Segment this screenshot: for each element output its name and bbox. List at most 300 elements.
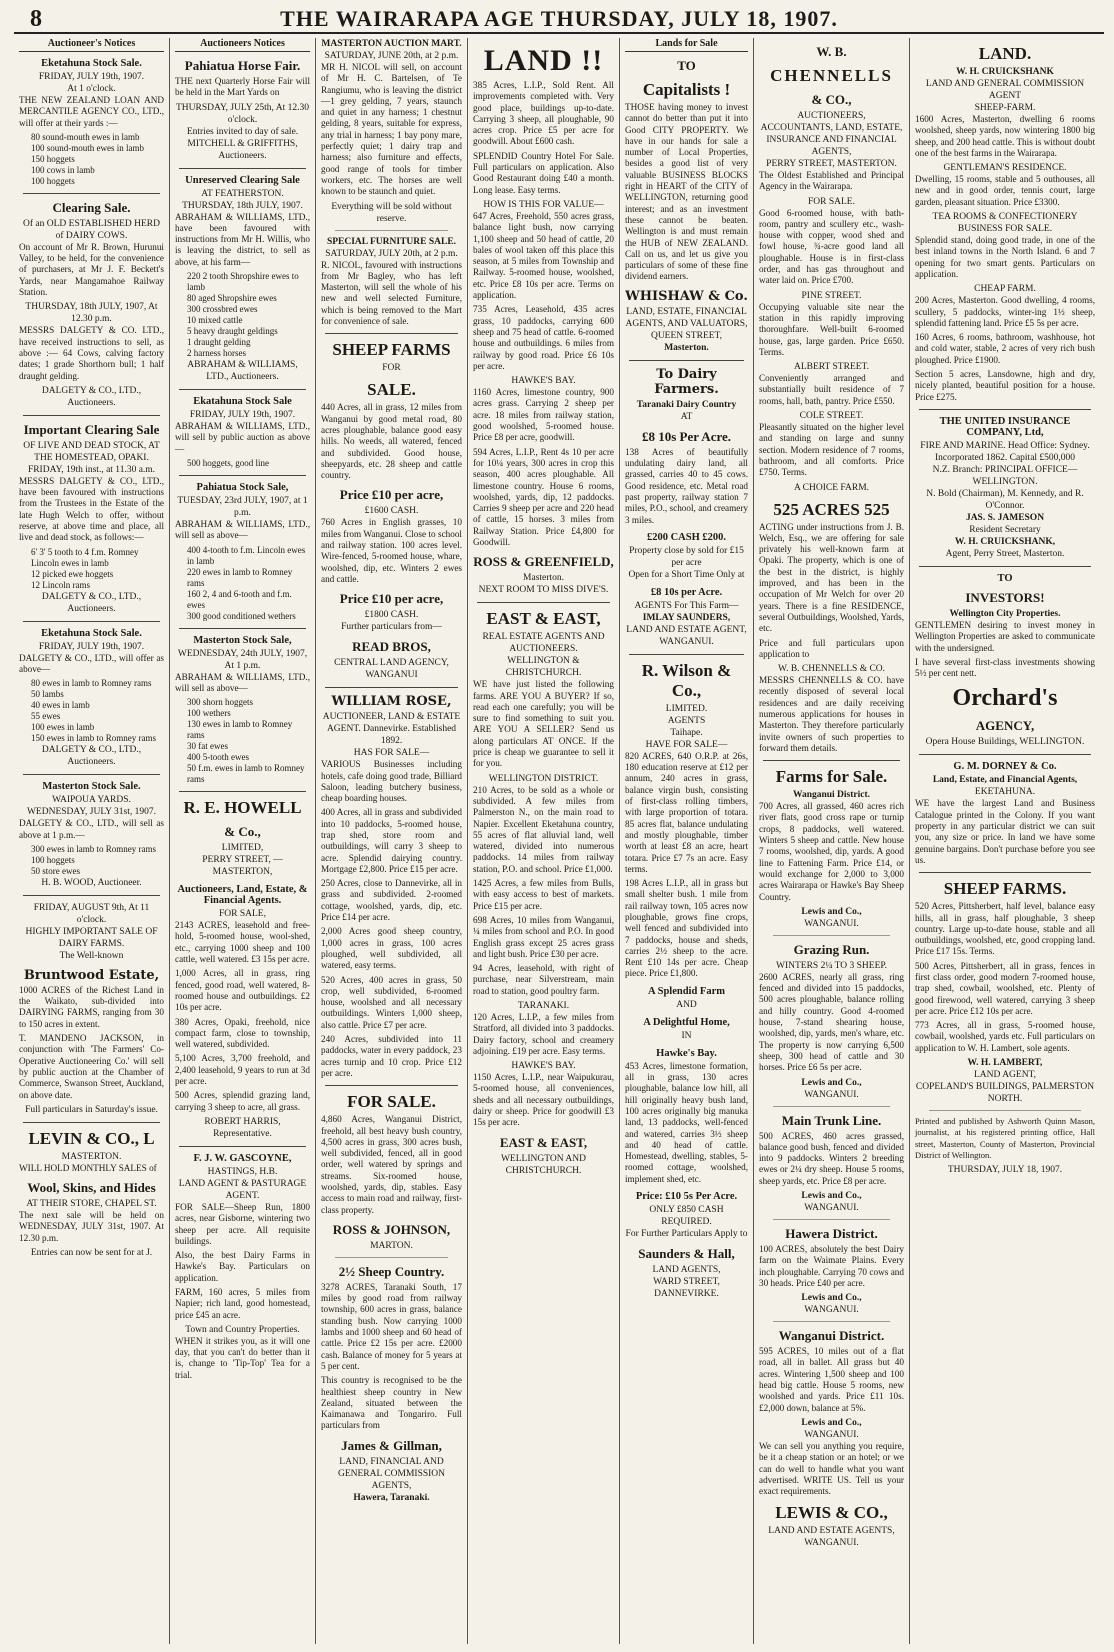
ad-location: COPELAND'S BUILDINGS, PALMERSTON NORTH. <box>915 1082 1095 1105</box>
ad-heading: F. J. W. GASCOYNE, <box>193 1152 292 1164</box>
ad-date: WEDNESDAY, 24th JULY, 1907, At 1 p.m. <box>177 648 308 671</box>
divider <box>919 409 1091 410</box>
ad-body: Conveniently arranged and substantially built residence of 7 rooms, hall, bath, pantry. Price £550. <box>759 373 904 406</box>
ad-body: 200 Acres, Masterton. Good dwelling, 4 rooms, scullery, 5 paddocks, winter-ing 1½ sheep, splendid fattening land. Price £5 5s per acre. <box>915 295 1095 328</box>
ad-heading: SALE. <box>367 380 416 400</box>
ad-body: 240 Acres, subdivided into 11 paddocks, water in every paddock, 23 acres turnip and 10 crop. Price £12 per acre. <box>321 1034 462 1078</box>
list-item: 150 ewes in lamb to Romney rams <box>31 733 156 744</box>
divider <box>629 654 744 655</box>
ad-subheading: TARANAKI. <box>517 1001 570 1011</box>
ad-date: FRIDAY, JULY 19th, 1907. <box>38 641 145 652</box>
ad-heading: Eketahuna Stock Sale. <box>41 627 142 639</box>
ad-body: VARIOUS Businesses including hotels, cafe doing good trade, Billiard Saloon, leading butchery business, cheap boarding houses. <box>321 759 462 804</box>
ad-body: 440 Acres, all in grass, 12 miles from Wanganui by good metal road, 80 acres ploughable, balance good easy hills. No weeds, all watered, fenced and subdivided. Good house, sheepyards, etc. 28 sheep and cattle country. <box>321 402 462 481</box>
divider <box>23 774 160 775</box>
stock-list <box>175 458 310 469</box>
divider <box>773 1106 890 1107</box>
ad-body: 380 Acres, Opaki, freehold, nice compact farm, close to township, well watered, subdivided. <box>175 1016 310 1050</box>
ad-heading: Farms for Sale. <box>775 767 888 787</box>
agent-name: Lewis and Co., <box>801 1077 862 1088</box>
agent-name: W. H. CRUICKSHANK, <box>954 536 1056 547</box>
cash-line: ONLY £850 CASH REQUIRED. <box>649 1205 724 1228</box>
ad-body: MESSRS CHENNELLS & CO. have recently disposed of several local residences and are daily receiving numerous applications for houses in Masterton. They therefore particularly invite owners of such properties to forward them details. <box>759 675 904 753</box>
ad-date: FRIDAY, JULY 19th, 1907. <box>189 410 296 421</box>
imprint-date: THURSDAY, JULY 18, 1907. <box>947 1165 1063 1176</box>
section-header: Auctioneers Notices <box>175 38 310 52</box>
divider <box>23 895 160 896</box>
agent-name: G. M. DORNEY & Co. <box>953 761 1057 773</box>
ad-body: 735 Acres, Leasehold, 435 acres grass, 10 paddocks, carrying 600 sheep and 75 head of cattle. 6-roomed house and outbuildings. 6 miles from railway by good road. Price £6 10s per acre. <box>473 304 614 371</box>
list-item: 100 hoggets <box>31 175 75 186</box>
stock-list <box>19 844 164 877</box>
list-item: 12 picked ewe hoggets <box>31 568 114 579</box>
ad-note: FOR SALE, <box>219 909 266 920</box>
ad-date: THURSDAY, 18th JULY, 1907, At 12.30 p.m. <box>25 302 158 325</box>
ad-body: Pleasantly situated on the higher level and standing on large and sunny section. Modern residence of 7 rooms, bathroom, and all comforts. Price £750. Terms. <box>759 422 904 478</box>
divider <box>335 230 448 231</box>
ad-date: SATURDAY, JULY 20th, at 2 p.m. <box>325 248 458 259</box>
ad-signature: H. B. WOOD, Auctioneer. <box>41 877 142 888</box>
ad-subheading: Resident Secretary <box>969 524 1041 535</box>
divider <box>23 193 160 194</box>
ad-heading: MASTERTON AUCTION MART. <box>321 39 462 49</box>
ad-subheading: HAWKE'S BAY. <box>511 376 576 387</box>
ad-date: THURSDAY, 18th JULY, 1907. <box>182 200 303 211</box>
ad-body: DALGETY & CO., LTD., will offer as above— <box>19 652 164 674</box>
ad-signature: MITCHELL & GRIFFITHS, Auctioneers. <box>187 138 298 161</box>
ad-signature: JAS. S. JAMESON <box>965 512 1045 523</box>
ad-location: WANGANUI. <box>804 1305 859 1316</box>
ad-heading: Pahiatua Stock Sale, <box>196 481 289 493</box>
ad-heading: AGENCY, <box>975 718 1035 734</box>
divider <box>773 935 890 936</box>
ad-subheading: AGENTS <box>667 715 706 726</box>
ad-body: 2600 ACRES, nearly all grass, ring fenced and divided into 15 paddocks, 500 acres ploughable, balance rolling and hilly country. Good 4-roomed house, 7-stand shearing house, woolshed, dip, yards, men's whare, etc. The property is now carrying 6,500 sheep, 300 head of cattle and 30 horses. Price £6 5s per acre. <box>759 971 904 1073</box>
agent-name: Orchard's <box>952 685 1058 712</box>
ad-heading: Wanganui District. <box>778 1328 885 1344</box>
ad-location: WANGANUI. <box>804 1538 859 1549</box>
ad-body: Good 6-roomed house, with bath-room, pantry and scullery etc., wash-house with copper, wood shed and fowl house, ¾-acre good land all ploughable. House is in first-class order, and has gas throughout and water laid on. Price £700. <box>759 207 904 286</box>
ad-subheading: LIMITED. <box>665 703 708 714</box>
ad-subheading: WINTERS 2¼ TO 3 SHEEP. <box>775 960 888 971</box>
list-item: 5 heavy draught geldings <box>187 326 278 337</box>
ad-location: WANGANUI. <box>804 918 859 929</box>
ad-body: FOR SALE—Sheep Run, 1800 acres, near Gisborne, wintering two sheep per acre. All requisite buildings. <box>175 1201 310 1246</box>
ad-heading: Auctioneers, Land, Estate, & Financial Agents. <box>177 884 308 907</box>
ad-location: WELLINGTON AND CHRISTCHURCH. <box>500 1153 587 1176</box>
ad-subheading: WAIPOUA YARDS. <box>52 795 131 806</box>
agent-name: W. H. CRUICKSHANK <box>956 67 1054 77</box>
list-item: 6' 3' 5 tooth to 4 f.m. Romney Lincoln ewes in lamb <box>31 546 139 568</box>
ad-subheading: LAND, ESTATE, FINANCIAL AGENTS, AND VALUATORS, <box>625 306 748 329</box>
ad-body: WE have just listed the following farms. ARE YOU A BUYER? If so, read each one carefully; you will be sure to find something to suit you. ARE YOU A SELLER? Send us along particulars AT ONCE. If the price is cheap we guarantee to sell it for you. <box>473 679 614 769</box>
ad-heading: HIGHLY IMPORTANT SALE OF DAIRY FARMS. <box>25 926 158 949</box>
page-number: 8 <box>30 6 42 32</box>
ad-subheading: MASTERTON. <box>61 1151 122 1162</box>
ad-heading: Masterton Stock Sale, <box>193 634 292 646</box>
ad-body: 5,100 Acres, 3,700 freehold, and 2,400 leasehold, 9 years to run at 3d per acre. <box>175 1053 310 1087</box>
ad-subheading: ACCOUNTANTS, LAND, ESTATE, INSURANCE AND FINANCIAL AGENTS, <box>760 123 903 157</box>
column-6 <box>754 38 910 1644</box>
list-item: 80 sound-mouth ewes in lamb <box>31 131 140 142</box>
agent-name: Lewis and Co., <box>801 1191 862 1201</box>
divider <box>179 1146 306 1147</box>
ad-body: 760 Acres in English grasses, 10 miles from Wanganui. Close to school and railway station. 100 acres level. Wire-fenced, 5-roomed house, whare, woolshed, dip, etc. Winters 2 ewes and cattle. <box>321 517 462 584</box>
list-item: 300 shorn hoggets <box>187 697 253 708</box>
ad-heading: Wool, Skins, and Hides <box>27 1180 156 1196</box>
ad-note: AT <box>680 411 693 422</box>
ad-location: Masterton. <box>523 573 564 584</box>
ad-time: At 1 o'clock. <box>67 84 116 94</box>
list-item: 500 hoggets, good line <box>187 457 269 468</box>
cash-line: £200 CASH £200. <box>646 531 727 543</box>
agent-name: ROSS & JOHNSON, <box>332 1221 451 1237</box>
agent-name: Lewis and Co., <box>801 906 862 917</box>
divider <box>629 360 744 361</box>
price-line: £8 10s Per Acre. <box>641 428 732 444</box>
ad-body: I have several first-class investments showing 5½ per cent nett. <box>915 656 1095 679</box>
ad-note: N. Bold (Chairman), M. Kennedy, and R. O'Connor. <box>926 488 1084 511</box>
ad-subheading: AUCTIONEER, LAND & ESTATE AGENT. Dannevirke. Established 1892. <box>322 712 461 747</box>
ad-subheading: LAND, FINANCIAL AND GENERAL COMMISSION AGENTS, <box>337 1456 446 1491</box>
ad-heading: R. Wilson & Co., <box>641 660 732 700</box>
ad-heading: WILLIAM ROSE, <box>331 694 452 710</box>
ad-body: 698 Acres, 10 miles from Wanganui, ¼ miles from school and P.O. In good English grass except 25 acres grass and light bush. Price £30 per acre. <box>473 914 614 959</box>
ad-heading: CHENNELLS <box>770 66 893 85</box>
stock-list <box>19 132 164 187</box>
list-item: 50 lambs <box>31 689 64 700</box>
ad-heading: Grazing Run. <box>793 941 870 957</box>
ad-subheading: CENTRAL LAND AGENCY, <box>334 658 449 669</box>
ad-body: FARM, 160 acres, 5 miles from Napier; rich land, good homestead, price £45 an acre. <box>175 1286 310 1320</box>
ad-subheading: LAND AGENT, <box>973 1070 1037 1081</box>
ad-heading: TO <box>677 58 696 73</box>
ad-heading: EAST & EAST, <box>486 609 601 629</box>
list-item: 80 ewes in lamb to Romney rams <box>31 678 152 689</box>
ad-subheading: Wellington City Properties. <box>949 608 1061 619</box>
column-3 <box>316 38 468 1644</box>
ad-location: Hawera, Taranaki. <box>353 1492 430 1503</box>
price-line: Price: £10 5s Per Acre. <box>635 1191 738 1203</box>
ad-signature: ROBERT HARRIS, Representative. <box>204 1116 281 1139</box>
ad-subheading: WELLINGTON DISTRICT. <box>488 773 599 784</box>
ad-body: On account of Mr R. Brown, Hurunui Valley, to be held, for the convenience of purchasers, at Mr J. F. Beckett's Yards, near Mangamahoe Railway Station. <box>19 241 164 298</box>
ad-signature: W. B. CHENNELLS & CO. <box>777 664 886 675</box>
agent-name: IMLAY SAUNDERS, <box>642 612 731 623</box>
ad-body: 453 Acres, limestone formation, all in grass, 130 acres ploughable, balance low hill, all hill originally heavy bush land, 100 acres originally big manuka land, 13 paddocks, well-fenced and watered, carries 3½ sheep and 40 head of cattle. Homestead, dwelling, stables, 5-roomed cottage, woolshed, implement shed, etc. <box>625 1060 748 1184</box>
section-header: Lands for Sale <box>625 38 748 52</box>
agent-name: EAST & EAST, <box>499 1134 588 1150</box>
ad-body: Also, the best Dairy Farms in Hawke's Bay. Particulars on application. <box>175 1250 310 1283</box>
ad-body: 198 Acres L.I.P., all in grass but small shelter bush. 1 mile from rail railway town, 105 acres now ploughable, grows fine crops, well fenced and subdivided into 7 paddocks, house and sheds, carries 2½ sheep to the acre. Rent £10 14s per acre. Cheap piece. Price £1,800. <box>625 878 748 979</box>
ad-signature: DALGETY & CO., LTD., Auctioneers. <box>41 745 142 768</box>
list-item: 400 4-tooth to f.m. Lincoln ewes in lamb <box>187 544 306 566</box>
ad-note: NEXT ROOM TO MISS DIVE'S. <box>478 585 609 596</box>
divider <box>23 621 160 622</box>
list-item: 300 good conditioned wethers <box>187 610 296 621</box>
stock-list <box>175 271 310 359</box>
ad-date: FRIDAY, JULY 19th, 1907. <box>38 72 145 82</box>
divider <box>325 687 458 688</box>
ad-location: Agent, Perry Street, Masterton. <box>945 548 1065 559</box>
ad-heading: THE UNITED INSURANCE COMPANY, Ltd, <box>939 415 1071 438</box>
ad-heading: SHEEP FARMS. <box>943 879 1067 899</box>
ad-body: 2143 ACRES, leasehold and free-hold, 5-roomed house, wool-shed, etc., carrying 1000 sheep and 100 cattle, well watered. £3 15s per acre. <box>175 920 310 965</box>
ad-location: PERRY STREET, MASTERTON. <box>766 159 897 169</box>
ad-heading: Hawke's Bay. <box>656 1047 717 1059</box>
list-item: 50 store ewes <box>31 865 80 876</box>
ad-body: 250 Acres, close to Dannevirke, all in grass and subdivided. 2-roomed cottage, woolshed, yards, dip, etc. Price £14 per acre. <box>321 878 462 923</box>
ad-subheading: LAND AND ESTATE AGENTS, <box>768 1526 895 1537</box>
list-item: 100 wethers <box>187 708 231 719</box>
ad-subheading: COLE STREET. <box>799 411 864 422</box>
list-item: 1 draught gelding <box>187 337 251 348</box>
ad-signature: ABRAHAM & WILLIAMS, LTD., Auctioneers. <box>187 360 298 383</box>
ad-subheading: SHEEP-FARM. <box>974 103 1036 113</box>
ad-location: Taihape. <box>670 727 703 738</box>
ad-date: THURSDAY, JULY 25th, At 12.30 o'clock. <box>175 102 310 125</box>
ad-heading: A Delightful Home, <box>643 1016 730 1028</box>
list-item: 40 ewes in lamb <box>31 700 90 711</box>
ad-location: Opera House Buildings, WELLINGTON. <box>925 737 1085 748</box>
ad-body: THE next Quarterly Horse Fair will be held in the Mart Yards on <box>175 76 310 98</box>
ad-body: DALGETY & CO., LTD., will sell as above at 1 p.m.— <box>19 818 164 840</box>
ad-body: ACTING under instructions from J. B. Welch, Esq., we are offering for sale privately his well-known farm at Opaki. The property, which is one of the best in the district, is highly improved, and has been in the occupation of Mr Welch for over 20 years. There is a fine RESIDENCE, several Outbuildings, Woolshed, Yards, etc. <box>759 521 904 634</box>
ad-date: FRIDAY, AUGUST 9th, At 11 o'clock. <box>33 902 150 925</box>
price-line: Price £10 per acre, <box>339 487 444 503</box>
agent-name: Lewis and Co., <box>801 1293 862 1304</box>
ad-subheading: Taranaki Dairy Country <box>636 399 737 410</box>
list-item: 300 crossbred ewes <box>187 304 258 315</box>
stock-list <box>19 678 164 744</box>
divider <box>919 872 1091 873</box>
list-item: 150 hoggets <box>31 153 75 164</box>
section-header: Auctioneer's Notices <box>19 38 164 52</box>
ad-note: Incorporated 1862. Capital £500,000 <box>934 452 1076 463</box>
list-item: 80 aged Shropshire ewes <box>187 293 277 304</box>
ad-location: EKETAHUNA. <box>974 787 1036 798</box>
ad-note: Entries invited to day of sale. <box>186 126 299 137</box>
ad-body: 594 Acres, L.I.P., Rent 4s 10 per acre for 10¼ years, 300 acres in crop this season, 400 acres ploughable. All limestone country. House 6 rooms, woolshed, yards, dip, 12 paddocks. Carries 9 sheep per acre and 220 head of cattle, 15 horses. 3 miles from Railway Station. Price £4,800 for Goodwill. <box>473 446 614 547</box>
divider <box>773 1321 890 1322</box>
ad-date: TUESDAY, 23rd JULY, 1907, at 1 p.m. <box>177 495 308 518</box>
divider <box>335 1257 448 1258</box>
ad-heading: LAND. <box>978 44 1032 63</box>
divider <box>179 791 306 792</box>
ad-body: ABRAHAM & WILLIAMS, LTD., will sell by public auction as above— <box>175 421 310 454</box>
ad-date: FRIDAY, 19th inst., at 11.30 a.m. <box>27 464 156 475</box>
ad-heading: FOR SALE. <box>347 1092 436 1112</box>
ad-heading: R. E. HOWELL <box>183 798 302 818</box>
ad-subheading: AT THEIR STORE, CHAPEL ST. <box>26 1199 157 1210</box>
newspaper-title: THE WAIRARAPA AGE THURSDAY, JULY 18, 1907. <box>280 6 838 31</box>
divider <box>179 475 306 476</box>
ad-body: 820 ACRES, 640 O.R.P. at 26s, 180 education reserve at £12 per annum, 240 acres in grass, balance virgin bush, consisting of first-class rolling timbers, with large proportion of totara. 85 acres flat, balance undulating and mostly ploughable, timber worth at least £8 an acre, heart totara. Price £7 7s an acre. Easy terms. <box>625 750 748 874</box>
ad-note: HOW IS THIS FOR VALUE— <box>483 199 604 210</box>
cash-line: £1800 CASH. <box>364 610 419 621</box>
ad-body: 400 Acres, all in grass and subdivided into 10 paddocks, 5-roomed house, trap shed, store room and outbuildings, will carry 3 sheep to acre. Splendid dairying country. Mortgage £2,800. Price £15 per acre. <box>321 807 462 874</box>
ad-heading: Masterton Stock Sale. <box>42 781 141 793</box>
divider <box>23 1122 160 1123</box>
cash-line: £1600 CASH. <box>364 506 419 517</box>
ad-body: THOSE having money to invest cannot do better than put it into Good CITY PROPERTY. We have in our hands for sale a number of Local Properties, besides a good list of very valuable BUSINESS BLOCKS right in HEART of the CITY of WELLINGTON, returning good interest; and as an investment these cannot be beaten. Wellington is and must remain the HUB of NEW ZEALAND. Call on us, and let us give you particulars of some of these fine dividend earners. <box>625 102 748 282</box>
ad-location: PERRY STREET, — MASTERTON, <box>202 855 283 878</box>
ad-body: 1,000 Acres, all in grass, ring fenced, good road, well watered, 8-roomed house and outbuildings. £2 10s per acre. <box>175 968 310 1013</box>
ad-note: IN <box>681 1030 692 1041</box>
ad-heading: To Dairy Farmers. <box>654 366 719 397</box>
ad-body: Occupying valuable site near the station in this rapidly improving thoroughfare. Well-built 6-roomed house, gas, large garden. Price £650. Terms. <box>759 301 904 357</box>
ad-subheading: FOR <box>382 363 401 374</box>
ad-subheading: Of an OLD ESTABLISHED HERD of DAIRY COWS. <box>23 218 160 241</box>
ad-note: HAS FOR SALE— <box>353 748 430 759</box>
ad-note: Full particulars in Saturday's issue. <box>25 1104 158 1115</box>
ad-body: Splendid stand, doing good trade, in one of the best inland towns in the North Island. 6 and 7 opening for two smart gents. Particulars on application. <box>915 235 1095 279</box>
column-5 <box>620 38 754 1644</box>
agent-name: LEWIS & CO., <box>775 1503 888 1523</box>
divider <box>179 168 306 169</box>
ad-body: 4,860 Acres, Wanganui District, freehold, all best heavy bush country, 4,500 acres in grass, 300 acres bush, well subdivided, fenced, all in good order, well watered by springs and streams. Six-roomed house, woolshed, yards, dip, stables. Easy access to main road and railway, first-class property. <box>321 1114 462 1215</box>
ad-body: ABRAHAM & WILLIAMS, LTD., will sell as above— <box>175 671 310 693</box>
ad-body: THE NEW ZEALAND LOAN AND MERCANTILE AGENCY CO., LTD., will offer at their yards :— <box>19 95 164 128</box>
list-item: 100 hoggets <box>31 854 75 865</box>
list-item: 130 ewes in lamb to Romney rams <box>187 719 293 741</box>
ad-body: 385 Acres, L.I.P., Sold Rent. All improvements completed with. Very good place, buildings up-to-date. Carrying 3 sheep, all ploughable, 90 acres crop. Price £5 per acre for goodwill. About £600 cash. <box>473 80 614 147</box>
ad-body: 1160 Acres, limestone country, 900 acres grass. Carrying 2 sheep per acre. 18 miles from railway station, good woolshed, 5-roomed house. Price £8 per acre, goodwill. <box>473 387 614 443</box>
list-item: 55 ewes <box>31 711 61 722</box>
ad-note: Further particulars from— <box>341 622 442 633</box>
ad-body: 1150 Acres, L.I.P., near Waipukurau, 5-roomed house, all conveniences, sheds and all necessary outbuildings, dairy or sheep. Price for goodwill £3 15s per acre. <box>473 1072 614 1128</box>
list-item: 2 harness horses <box>187 348 246 359</box>
ad-body: ABRAHAM & WILLIAMS, LTD., will sell as above— <box>175 518 310 541</box>
column-7 <box>910 38 1100 1644</box>
ad-location: WANGANUI <box>365 670 418 681</box>
ad-body: 520 Acres, Pittsherbert, half level, balance easy hills, all in grass, half ploughable, 3 sheep country. Large up-to-date house, stable and all outbuildings, woolshed, etc, good cropping land. Price £17 15s. Terms. <box>915 901 1095 957</box>
ad-heading: Main Trunk Line. <box>781 1112 882 1128</box>
ad-body: R. NICOL, favoured with instructions from Mr Bagley, who has left Masterton, will sell the whole of his new and well selected Furniture, which is being removed to the Mart for convenience of sale. <box>321 259 462 327</box>
ad-subheading: A CHOICE FARM. <box>793 482 870 493</box>
ad-body: 120 Acres, L.I.P., a few miles from Stratford, all divided into 3 paddocks. Dairy factory, school and creamery adjoining. £19 per acre. Easy terms. <box>473 1012 614 1056</box>
ad-subheading: LIMITED, <box>221 843 264 854</box>
ad-location: Masterton. <box>664 342 709 353</box>
agent-name: W. H. LAMBERT, <box>967 1058 1043 1069</box>
ad-body: 3278 ACRES, Taranaki South, 17 miles by good road from railway township, 600 acres in grass, balance standing bush. Now carrying 1000 lambs and 1000 sheep and 60 head of cattle. Price £2 15s per acre. £2000 cash. Balance of money for 5 years at 5 per cent. <box>321 1281 462 1371</box>
list-item: 400 5-tooth ewes <box>187 752 249 763</box>
agent-name: Lewis and Co., <box>801 1417 862 1428</box>
ad-heading: SHEEP FARMS <box>332 340 451 360</box>
ad-heading: INVESTORS! <box>965 589 1045 605</box>
ad-heading: 525 ACRES 525 <box>773 499 890 519</box>
ad-heading: A Splendid Farm <box>647 985 726 997</box>
ad-body: 595 ACRES, 10 miles out of a flat road, all in ballet. All grass but 40 acres. Wintering 1,500 sheep and 100 head big cattle. House 5 rooms, new woolshed and yards. Price £11 10s. £2,000 down, balance at 5%. <box>759 1346 904 1413</box>
ad-body: GENTLEMEN desiring to invest money in Wellington Properties are asked to communicate with the undersigned. <box>915 619 1095 653</box>
ad-body: 100 ACRES, absolutely the best Dairy farm on the Waimate Plains. Every inch ploughable. Carrying 70 cows and 30 heads. Price £40 per acre. <box>759 1244 904 1288</box>
ad-heading: & Co., <box>224 824 261 840</box>
ad-heading: Eketahuna Stock Sale. <box>41 58 142 69</box>
ad-location: WANGANUI. <box>804 1203 859 1213</box>
ad-body: Section 5 acres, Lansdowne, high and dry, nicely planted, beautiful position for a house. Price £275. <box>915 369 1095 402</box>
ad-body: SPLENDID Country Hotel For Sale. Full particulars on application. Also Good Restaurant doing £40 a month. Long lease. Easy terms. <box>473 150 614 195</box>
ad-location: QUEEN STREET, <box>650 330 723 341</box>
ad-body: ABRAHAM & WILLIAMS, LTD., have been favoured with instructions from Mr H. Willis, who is leaving the district, to sell as above, at his farm— <box>175 211 310 267</box>
ad-note: HAVE FOR SALE— <box>645 739 728 750</box>
ad-note: Entries can now be sent for at J. <box>30 1247 153 1258</box>
ad-subheading: OF LIVE AND DEAD STOCK, AT THE HOMESTEAD, OPAKI. <box>23 440 160 463</box>
ad-body: Dwelling, 15 rooms, stable and 5 outhouses, all new and in good order, tennis court, large garden, pleasant situation. Price £3300. <box>915 174 1095 207</box>
ad-body: Price and full particulars upon application to <box>759 637 904 659</box>
stock-list <box>19 547 164 591</box>
ad-subheading: LAND AND GENERAL COMMISSION AGENT <box>925 79 1085 101</box>
ad-body: 1425 Acres, a few miles from Bulls, with easy access to best of markets. Price £15 per acre. <box>473 878 614 911</box>
ad-heading: Ekatahuna Stock Sale <box>193 396 292 408</box>
ad-body: 500 ACRES, 460 acres grassed, balance good bush, fenced and divided into 9 paddocks. Winters 2 breeding ewes or 2¼ dry sheep. House 5 rooms, sheep yards, etc. Price £8 per acre. <box>759 1130 904 1186</box>
ad-body: 210 Acres, to be sold as a whole or subdivided. A few miles from Palmerston N., on the main road to Napier. Excellent Eketahuna country, 55 acres of flat alluvial land, well watered, divided into numerous paddocks. 14 miles from railway station, P.O. and school. Price £1,000. <box>473 784 614 874</box>
divider <box>477 602 610 603</box>
ad-body: We can sell you anything you require, be it a cheap station or an hotel; or we can do well to handle what you want advertised. WRITE US. Tell us your exact requirements. <box>759 1440 904 1497</box>
divider <box>179 628 306 629</box>
ad-subheading: ALBERT STREET. <box>793 362 870 373</box>
ad-body: 520 Acres, 400 acres in grass, 50 crop, well subdivided, 6-roomed house, woolshed and all necessary outbuildings. Winters 1,000 sheep, also cattle. Price £7 per acre. <box>321 974 462 1030</box>
ad-location: MARTON. <box>370 1240 413 1251</box>
ad-heading: LAND !! <box>483 44 604 77</box>
ad-note: Town and Country Properties. <box>185 1324 300 1335</box>
ad-subheading: LAND AGENTS, <box>652 1265 721 1276</box>
divider <box>325 333 458 334</box>
stock-list <box>175 545 310 622</box>
ad-subheading: FIRE AND MARINE. Head Office: Sydney. <box>920 440 1090 451</box>
ad-body: The next sale will be held on WEDNESDAY, JULY 31st, 1907. At 12.30 p.m. <box>19 1210 164 1243</box>
ad-body: 700 Acres, all grassed, 460 acres rich river flats, good cross rape or turnip crops, 8 paddocks, well watered. Winters 5 sheep and cattle. New house 7 rooms, woolshed, dip, yards. A good line to Fattening Farm. Price £14, or would exchange for 2,000 to 3,000 acres Wairarapa or Hawke's Bay Sheep Country. <box>759 801 904 902</box>
ad-body: 500 Acres, Pittsherbert, all in grass, fences in first class order, good modern 7-roomed house, trap shed, cowbail, woolshed, etc. Plenty of good firewood, well watered, carrying 3 sheep per acre. Price £12 10s per acre. <box>915 960 1095 1016</box>
ad-subheading: REAL ESTATE AGENTS AND AUCTIONEERS. <box>482 632 605 655</box>
divider <box>919 754 1091 755</box>
masthead <box>14 2 1104 34</box>
ad-note: Property close by sold for £15 per acre <box>629 545 744 568</box>
divider <box>763 760 900 761</box>
ad-body: 773 Acres, all in grass, 5-roomed house, cowbail, woolshed, yards etc. Full particulars on application to W. H. Lambert, sole agents. <box>915 1020 1095 1053</box>
ad-subheading: CHEAP FARM. <box>974 284 1036 295</box>
divider <box>23 415 160 416</box>
ad-body: WHEN it strikes you, as it will one day, that you can't do better than it is, change to 'Tip-Top' Tea for a trial. <box>175 1335 310 1380</box>
list-item: 12 Lincoln rams <box>31 579 90 590</box>
ad-heading: & CO., <box>811 92 852 107</box>
ad-subheading: Land, Estate, and Financial Agents, <box>932 775 1078 786</box>
agent-name: James & Gillman, <box>341 1437 442 1453</box>
ad-location: WELLINGTON & CHRISTCHURCH. <box>505 656 582 679</box>
list-item: 100 cows in lamb <box>31 164 95 175</box>
ad-body: MESSRS DALGETY & CO., LTD., have been favoured with instructions from the Trustees in the Estate of the late Hugh Welch to offer, without reserve, at above time and place, all live and dead stock, as follows:— <box>19 475 164 543</box>
ad-note: Open for a Short Time Only at <box>628 569 745 580</box>
ad-heading: TO <box>997 572 1013 584</box>
ad-body: 94 Acres, leasehold, with right of purchase, near Silverstream, main road to station, good poultry farm. <box>473 963 614 996</box>
ad-body: 1600 Acres, Masterton, dwelling 6 rooms woolshed, sheep yards, now wintering 1800 big sheep, and 200 head cattle. This is without doubt one of the best farms in the Wairarapa. <box>915 114 1095 158</box>
agent-name: Saunders & Hall, <box>638 1246 735 1262</box>
ad-body: 1000 ACRES of the Richest Land in the Waikato, sub-divided into DAIRYING FARMS, ranging from 30 to 150 acres in extent. <box>19 984 164 1029</box>
divider <box>919 566 1091 567</box>
divider <box>325 1085 458 1086</box>
ad-body: 160 Acres, 6 rooms, bathroom, washhouse, hot and cold water, stable, 2 acres of very rich bush ploughed. Price £1900. <box>915 332 1095 365</box>
ad-subheading: N.Z. Branch: PRINCIPAL OFFICE—WELLINGTON. <box>932 464 1078 487</box>
ad-body: WILL HOLD MONTHLY SALES of <box>19 1162 157 1173</box>
ad-subheading: Wanganui District. <box>792 790 871 801</box>
ad-heading: Pahiatua Horse Fair. <box>184 58 301 73</box>
stock-list <box>175 697 310 785</box>
ad-note: Everything will be sold without reserve. <box>331 201 452 224</box>
ad-subheading: HASTINGS, H.B. <box>207 1166 278 1177</box>
divider <box>773 1219 890 1220</box>
ad-signature: DALGETY & CO., LTD., Auctioneers. <box>41 385 142 408</box>
ad-subheading: AT FEATHERSTON. <box>201 188 284 199</box>
divider <box>179 389 306 390</box>
